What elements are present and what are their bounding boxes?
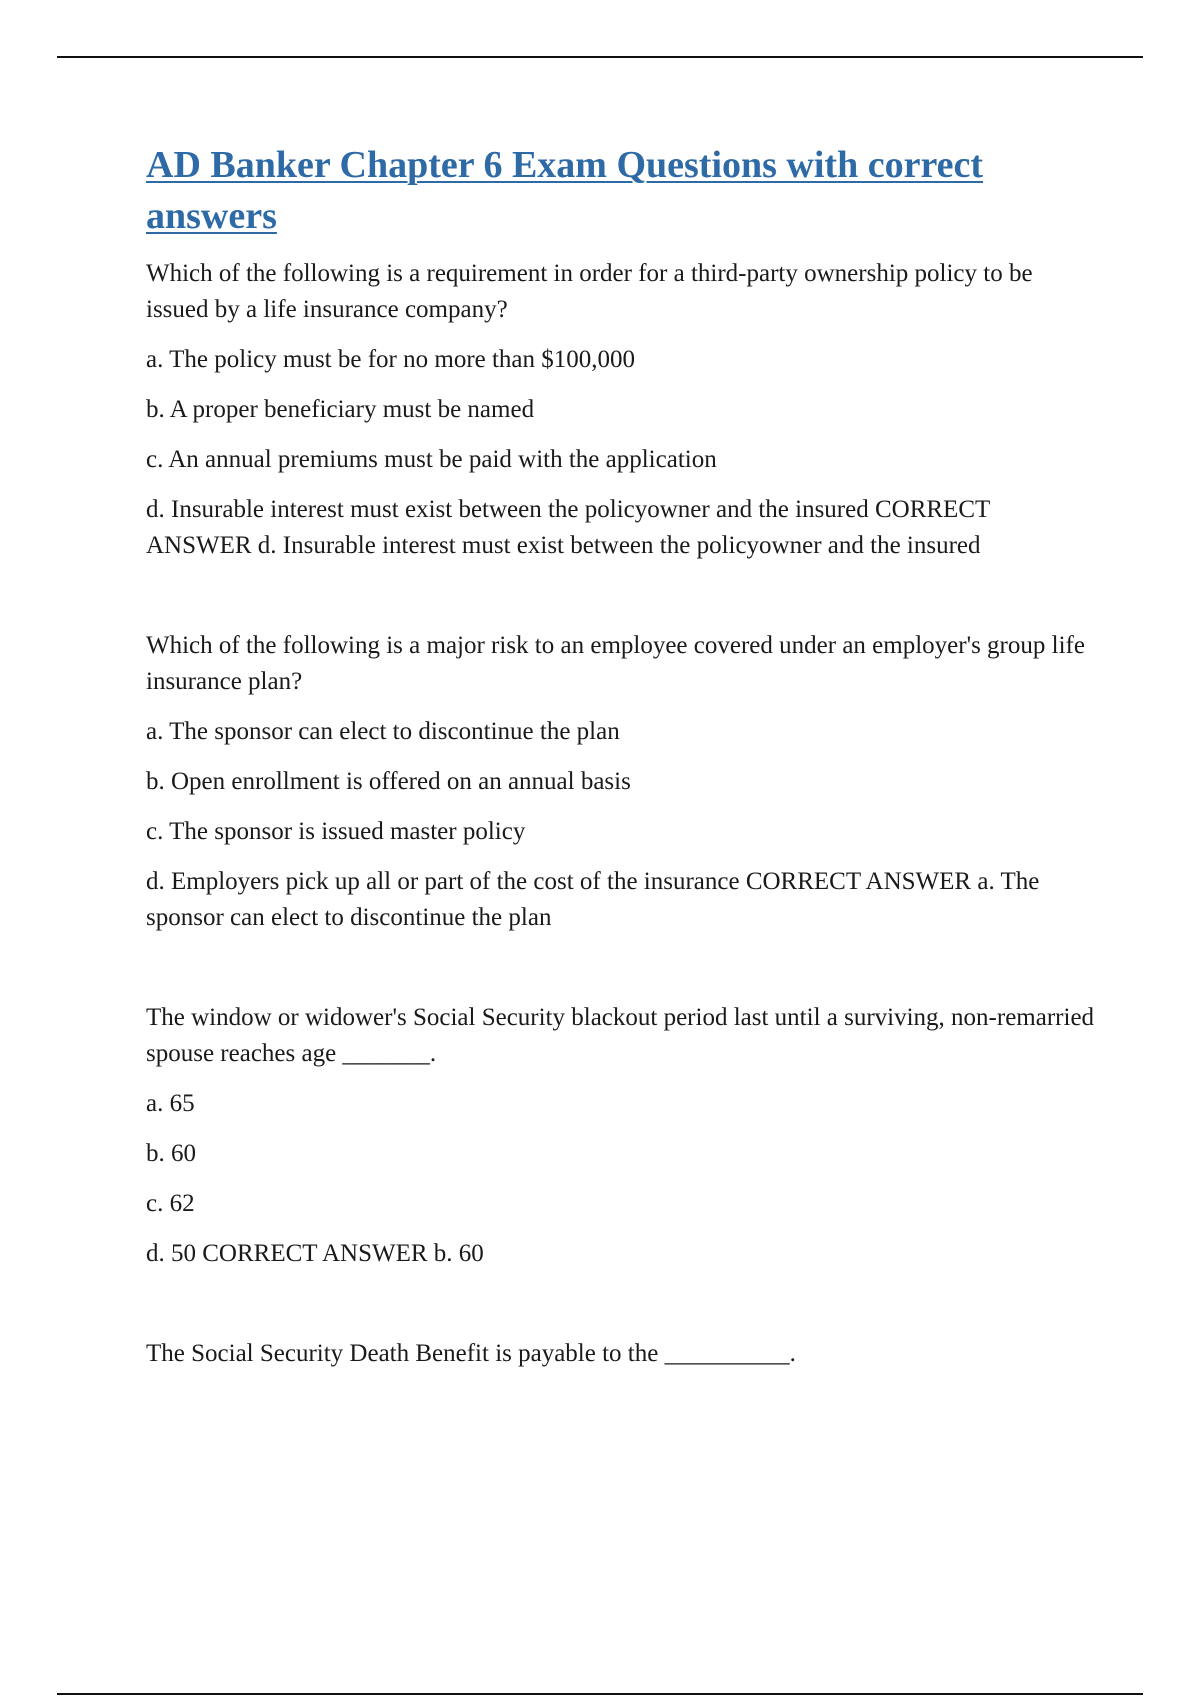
question-spacer [146,564,1096,628]
document-title: AD Banker Chapter 6 Exam Questions with correct answers [146,144,984,237]
question-4 [146,1336,1096,1372]
answer-option-d: d. Employers pick up all or part of the cost of the insurance CORRECT ANSWER a. The sponsor can elect to discontinue the plan [146,868,1040,931]
question-text: The Social Security Death Benefit is payable to the __________. [146,1340,796,1367]
document-body [146,140,1096,1386]
answer-option-c: c. The sponsor is issued master policy [146,818,526,845]
answer-option-a: a. 65 [146,1090,195,1117]
question-text: Which of the following is a requirement in order for a third-party ownership policy to be issued by a life insurance company? [146,260,1033,323]
answer-option-c: c. 62 [146,1190,195,1217]
answer-option-a: a. The sponsor can elect to discontinue the plan [146,718,620,745]
answer-option-d: d. 50 CORRECT ANSWER b. 60 [146,1240,484,1267]
question-spacer [146,1272,1096,1336]
answer-option-b: b. 60 [146,1140,196,1167]
header-rule [57,56,1143,58]
answer-option-d: d. Insurable interest must exist between the policyowner and the insured CORRECT ANSWER d. Insurable interest must exist between the policyowner and the insured [146,496,990,559]
question-text: The window or widower's Social Security blackout period last until a surviving, non-remarried spouse reaches age _______. [146,1004,1095,1067]
question-3 [146,1000,1096,1272]
question-2 [146,628,1096,936]
question-1 [146,256,1096,564]
answer-option-b: b. A proper beneficiary must be named [146,396,535,423]
answer-option-c: c. An annual premiums must be paid with the application [146,446,717,473]
answer-option-a: a. The policy must be for no more than $100,000 [146,346,636,373]
question-spacer [146,936,1096,1000]
footer-rule [57,1693,1143,1695]
answer-option-b: b. Open enrollment is offered on an annual basis [146,768,631,795]
question-text: Which of the following is a major risk to an employee covered under an employer's group life insurance plan? [146,632,1085,695]
